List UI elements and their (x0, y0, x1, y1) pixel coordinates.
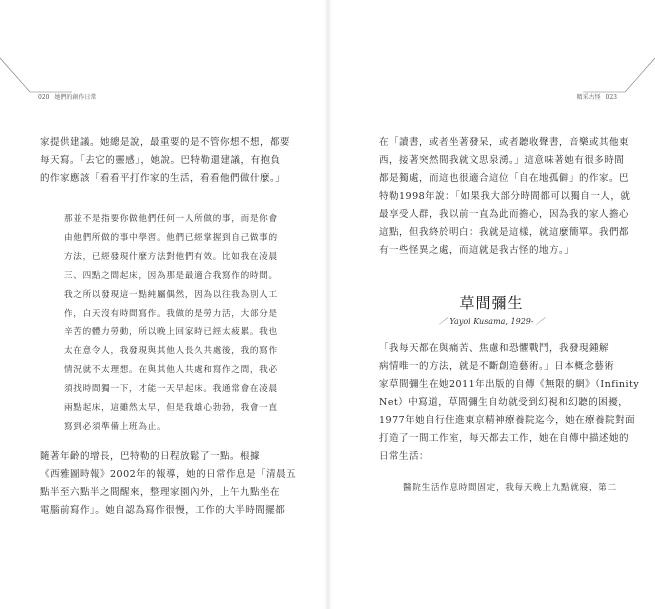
quote-line: 兩點起床，這雖然太早，但是我雄心勃勃，我會一直 (64, 403, 278, 414)
text-line: 這點，但我終於明白：我就是這樣，就這麼簡單。我們都 (379, 227, 630, 238)
right-paragraph-bottom (379, 340, 639, 466)
text-line: 日常生活： (379, 451, 430, 462)
text-line: 點半至六點半之間醒來，整理家園內外，上午九點坐在 (40, 487, 281, 498)
quote-line: 那並不是指要你做他們任何一人所做的事，而是你會 (64, 214, 278, 224)
text-line: 家提供建議。她總是說，最重要的是不管你想不想，都要 (40, 137, 291, 148)
text-line: 打造了一間工作室，每天都去工作，她在自傳中描述她的 (379, 433, 630, 444)
quote-line: 須找時間獨一下，才能一天早起床。我通常會在凌晨 (64, 384, 278, 395)
quote-line: 太在意令人，我發現與其他人長久共處後，我的寫作 (64, 346, 278, 357)
text-line: 《西雅圖時報》2002年的報導，她的日常作息是「清晨五 (40, 469, 297, 480)
text-line: 病情唯一的方法，就是不斷創造藝術。」日本概念藝術 (379, 361, 615, 372)
quote-line: 我之所以發現這一點純屬偶然，因為以往我為別人工 (64, 289, 278, 300)
text-line: 的作家應該「看看平打作家的生活，看看他們做什麼。」 (40, 173, 286, 184)
right-page (328, 0, 655, 609)
text-line: 在「讀書，或者坐著發呆，或者聽收聲書，音樂或其他東 (379, 137, 630, 148)
left-paragraph-bottom (40, 448, 296, 520)
quote-line: 辛苦的體力勞動，所以晚上回家時已經太疲累。我也 (64, 327, 278, 338)
text-line: 隨著年齡的增長，巴特勒的日程放鬆了一點。根據 (40, 451, 261, 462)
left-page-number: 020 (38, 94, 50, 101)
text-line: 西，接著突然間我就文思泉湧。」這意味著她有很多時間 (379, 155, 625, 166)
text-line: 每天寫。「去它的靈感」，她說。巴特勒還建議，有抱負 (40, 155, 281, 166)
quote-line: 作，白天沒有時間寫作。我做的是勞力活，大部分是 (64, 308, 278, 319)
right-page-number: 023 (605, 94, 617, 101)
section-title: 草間彌生 (459, 294, 524, 312)
right-quote-start: 醫院生活作息時間固定，我每天晚上九點就寢，第二 (403, 483, 617, 493)
left-paragraph-top (40, 134, 290, 188)
left-running-title: 她們的創作日常 (54, 94, 97, 101)
left-page (0, 0, 327, 609)
quote-line: 由他們所做的事中學習。他們已經掌握到自己做事的 (64, 232, 278, 243)
right-paragraph-top (379, 134, 630, 260)
quote-line: 寫到必須準備上班為止。 (64, 421, 167, 432)
text-line: 最享受人群，我以前一直為此而擔心，因為我的家人擔心 (379, 209, 630, 220)
text-line: Net）中寫道，草間彌生自幼就受到幻視和幻聽的困擾， (379, 397, 629, 408)
left-block-quote (64, 210, 278, 437)
quote-line: 三、四點之間起床，因為那是最適合我寫作的時間。 (64, 270, 278, 281)
text-line: 家草間彌生在她2011年出版的自傳《無限的網》（Infinity (379, 379, 640, 390)
text-line: 1977年她自行住進東京精神療養院迄今，她在療養院對面 (379, 415, 636, 426)
text-line: 都是獨處，而這也很適合這位「自在地孤僻」的作家。巴 (379, 173, 630, 184)
quote-line: 方法，已經發現什麼方法對他們有效。比如我在凌晨 (64, 251, 278, 262)
right-running-title: 精采古怪 (576, 94, 601, 101)
right-page-header (574, 92, 617, 101)
section-subtitle: ／ Yayoi Kusama, 1929- ／ (438, 317, 545, 326)
text-line: 「我每天都在與痛苦、焦慮和恐懼戰鬥，我發現鍾解 (379, 343, 610, 354)
text-line: 特勒1998年說：「如果我大部分時間都可以獨自一人，就 (379, 191, 631, 202)
left-page-header (38, 92, 99, 101)
text-line: 有一些怪異之處，而這就是我古怪的地方。」 (379, 245, 575, 256)
quote-line: 情況就不太理想。在與其他人共處和寫作之間，我必 (64, 365, 278, 376)
text-line: 電腦前寫作」。她自認為寫作很慢，工作的大半時間擺都 (40, 505, 286, 516)
